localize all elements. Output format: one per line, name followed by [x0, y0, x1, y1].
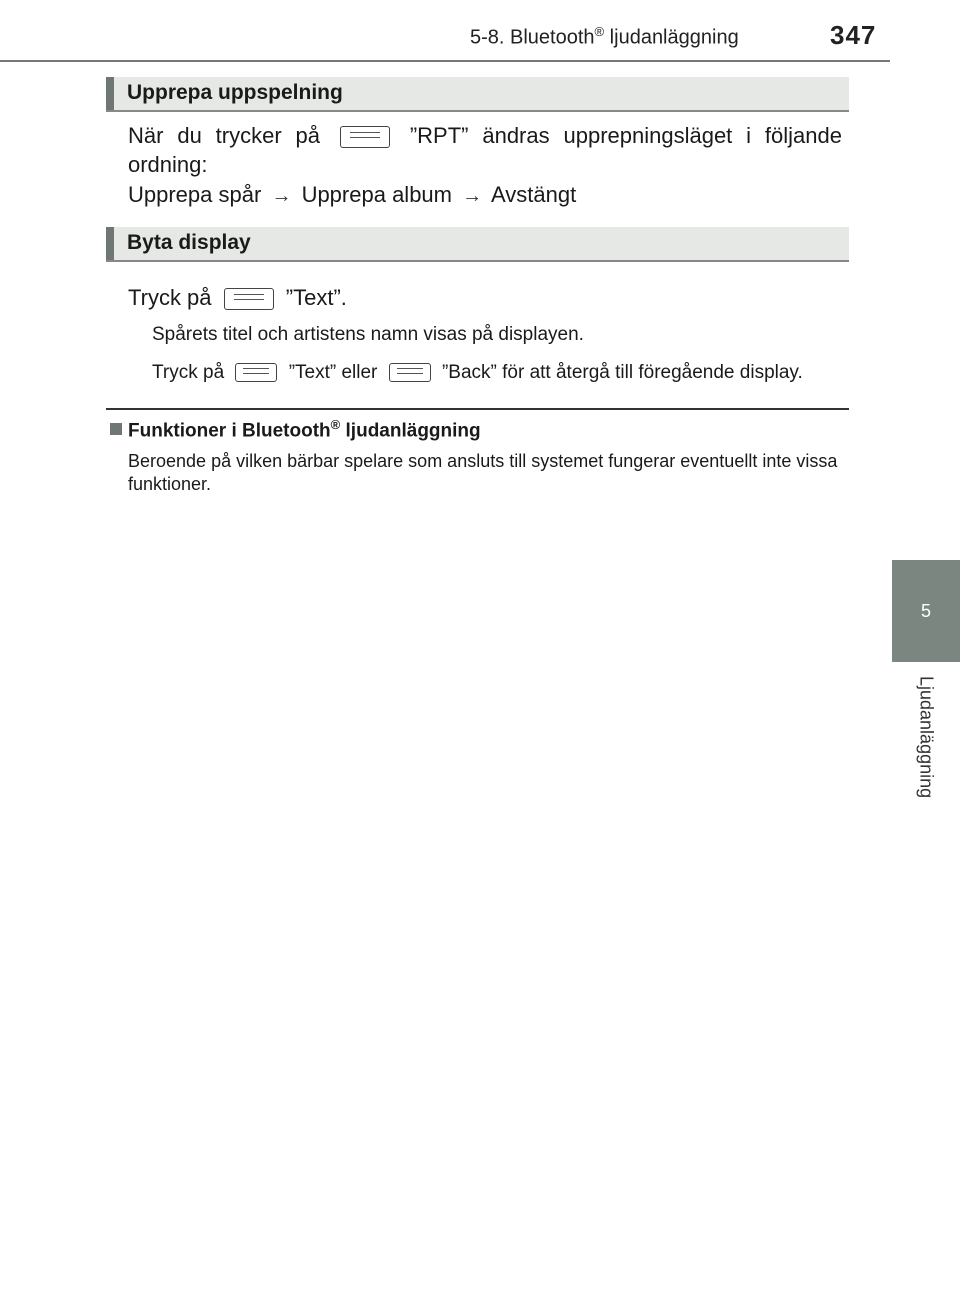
header-title-suffix: ljudanläggning [604, 26, 739, 49]
display-tip [152, 362, 852, 384]
section-heading-text: Byta display [127, 231, 251, 254]
repeat-sequence [128, 180, 842, 211]
section-heading-text: Upprepa uppspelning [127, 81, 343, 104]
heading-accent-bar [106, 227, 114, 260]
page-number: 347 [830, 20, 877, 50]
instruction-text: När du trycker på [128, 123, 321, 148]
tip-text: ”Back” för att återgå till föregående display. [441, 362, 803, 383]
note-heading-text: ljudanläggning [340, 420, 481, 442]
instruction-text: ”Text”. [285, 285, 347, 310]
heading-accent-bar [106, 77, 114, 110]
chapter-label-area [892, 662, 960, 822]
sequence-item: Upprepa spår [128, 182, 262, 207]
chapter-label: Ljudanläggning [916, 676, 937, 799]
repeat-instruction-line1 [128, 121, 842, 150]
section-heading-display [106, 227, 849, 262]
repeat-instruction-line2: ordning: [128, 152, 208, 177]
instruction-text: ”RPT” ändras upprepningsläget i följande [409, 123, 842, 148]
arrow-right-icon: → [462, 185, 483, 207]
sequence-item: Avstängt [491, 182, 577, 207]
tip-text: Tryck på [152, 362, 225, 383]
sequence-item: Upprepa album [301, 182, 452, 207]
arrow-right-icon: → [271, 185, 292, 207]
chapter-number: 5 [920, 600, 931, 621]
note-body: Beroende på vilken bärbar spelare som ansluts till systemet fungerar eventuellt inte vissa funktioner. [128, 451, 838, 494]
square-bullet-icon [110, 423, 122, 435]
tip-text: ”Text” eller [288, 362, 378, 383]
instruction-text: Tryck på [128, 285, 212, 310]
section-divider [106, 408, 849, 410]
display-button-icon [340, 126, 390, 148]
header-title-prefix: 5-8. Bluetooth [470, 26, 595, 49]
registered-mark: ® [594, 24, 605, 39]
section-heading-repeat [106, 77, 849, 112]
note-heading [110, 417, 481, 442]
display-instruction [128, 283, 842, 312]
display-button-icon [224, 288, 274, 310]
registered-mark: ® [330, 417, 341, 432]
header-divider [0, 60, 890, 62]
note-heading-text: Funktioner i Bluetooth [128, 420, 331, 442]
display-button-icon [389, 363, 431, 382]
display-result: Spårets titel och artistens namn visas på displayen. [152, 324, 584, 345]
display-button-icon [235, 363, 277, 382]
chapter-tab [892, 560, 960, 662]
header-title [470, 24, 739, 50]
